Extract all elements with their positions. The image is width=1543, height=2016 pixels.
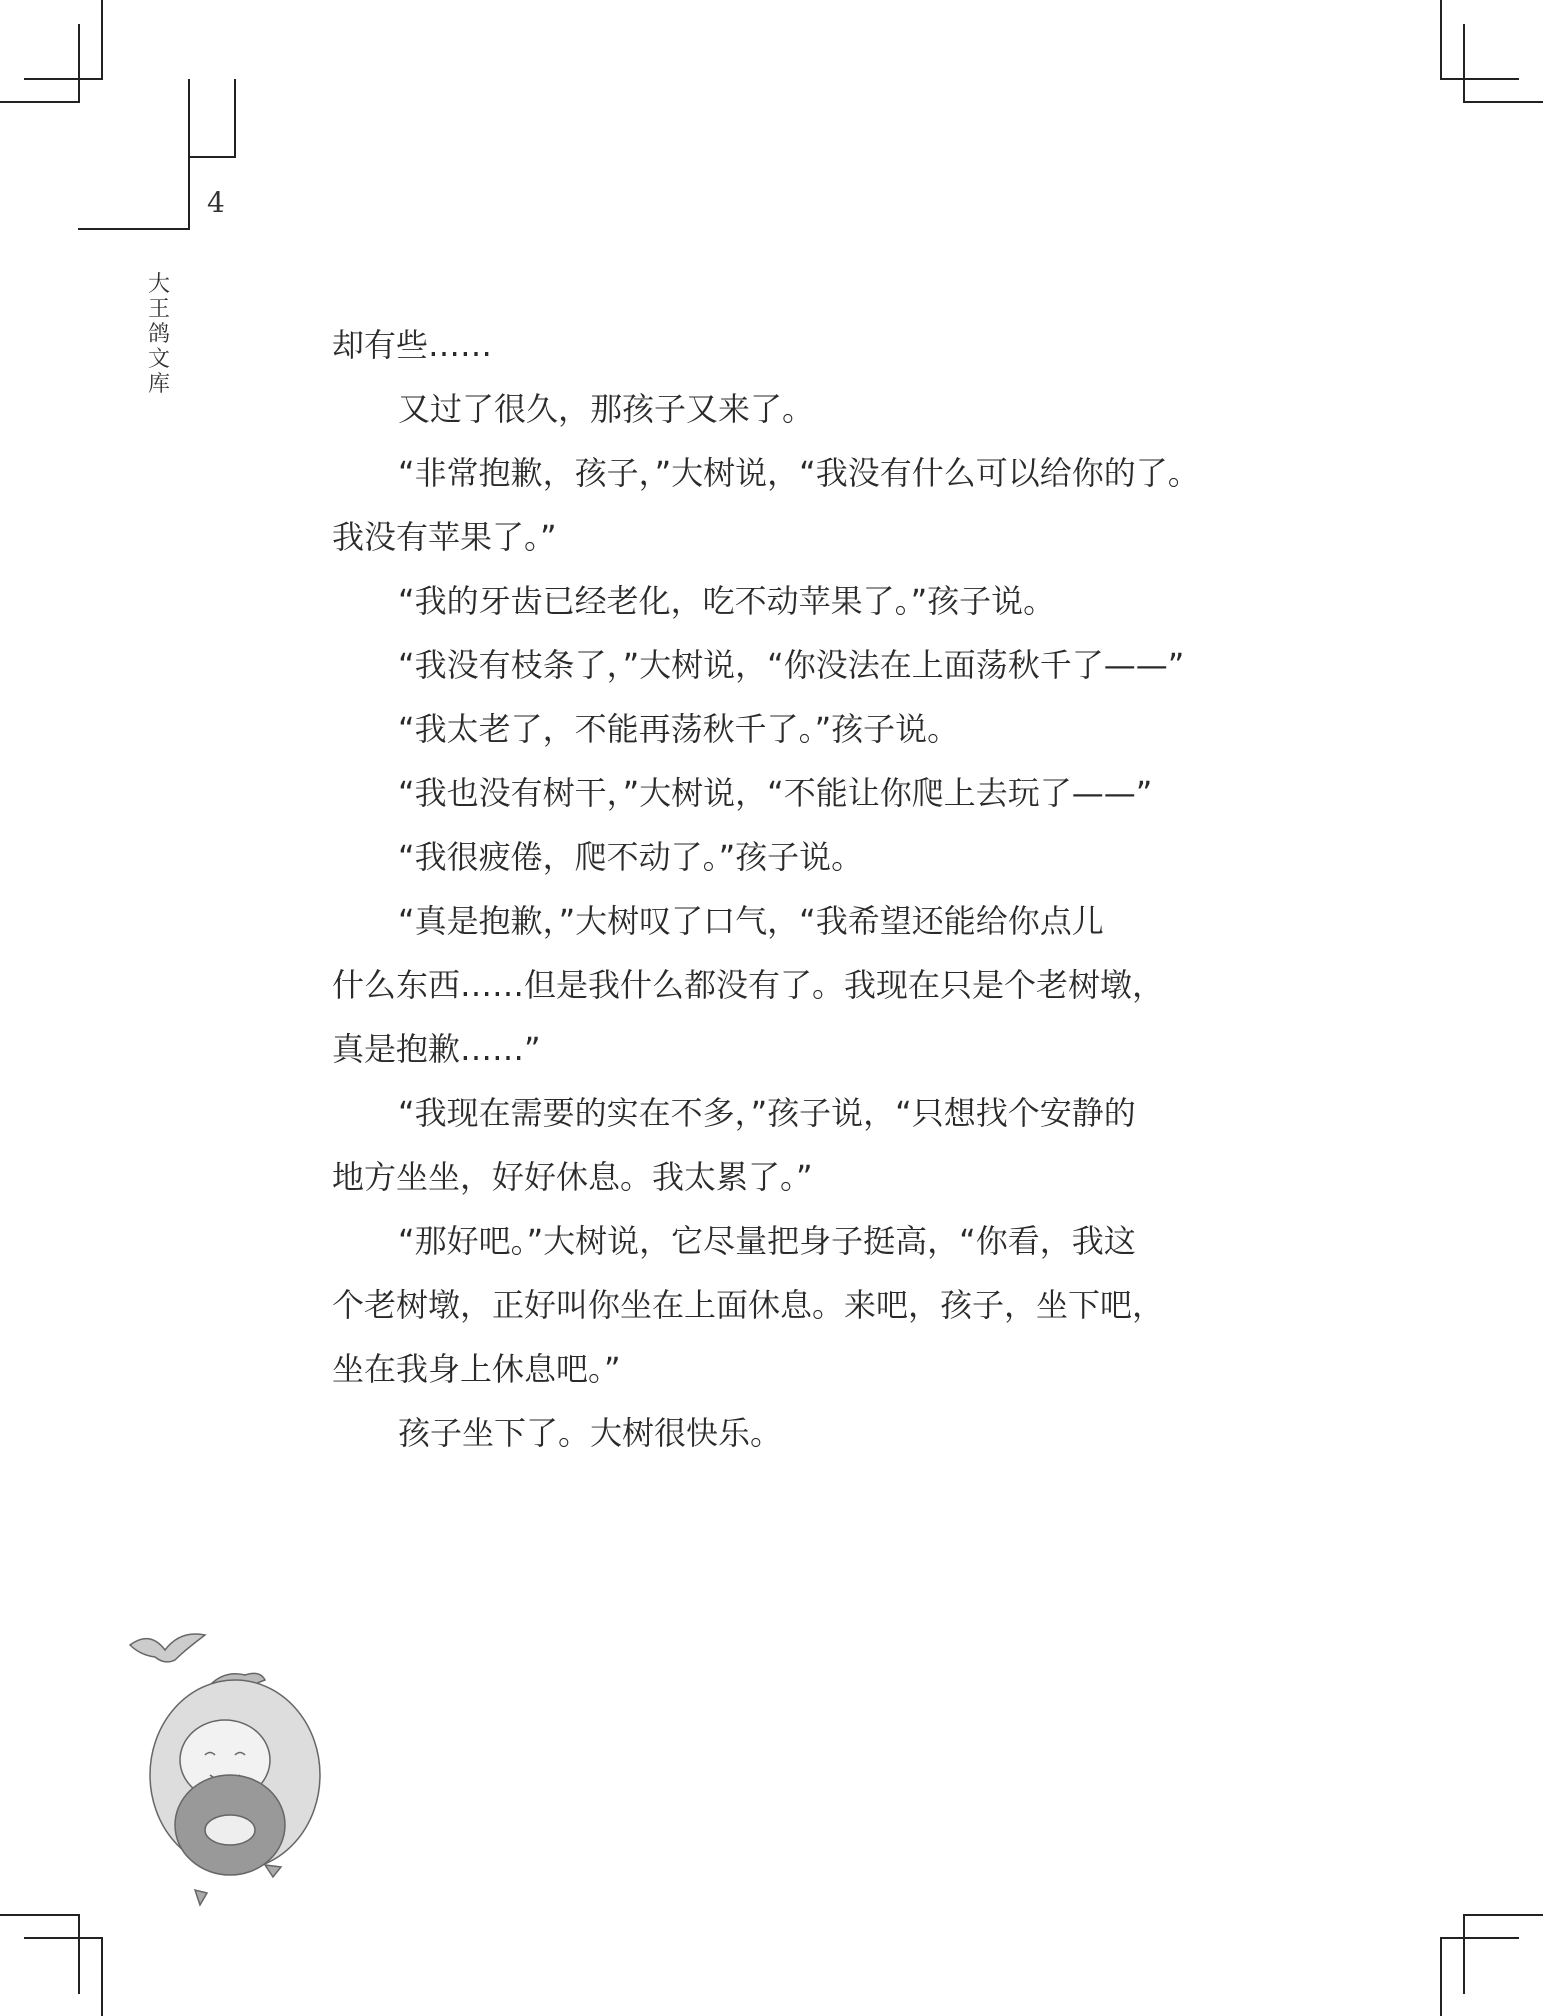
crop-mark [78, 24, 80, 103]
crop-mark [1440, 1937, 1442, 2016]
text-line: 坐在我身上休息吧。” [332, 1350, 621, 1388]
header-rule [78, 228, 190, 230]
crop-mark [1440, 1937, 1519, 1939]
crop-mark [24, 1937, 103, 1939]
header-rule [188, 156, 236, 158]
text-line: 却有些…… [332, 326, 493, 364]
body-text [332, 313, 1292, 1465]
text-line: 什么东西……但是我什么都没有了。我现在只是个老树墩， [332, 966, 1165, 1004]
text-line: 地方坐坐，好好休息。我太累了。” [332, 1158, 813, 1196]
text-line: “那好吧。”大树说，它尽量把身子挺高，“你看，我这 [398, 1222, 1136, 1260]
text-line: 我没有苹果了。” [332, 518, 557, 556]
text-line: “我现在需要的实在不多，”孩子说，“只想找个安静的 [398, 1094, 1136, 1132]
series-char: 大 [147, 272, 170, 297]
series-char: 库 [147, 372, 170, 397]
crop-mark [0, 101, 79, 103]
text-line: “我很疲倦，爬不动了。”孩子说。 [398, 838, 864, 876]
series-char: 鸽 [147, 322, 170, 347]
crop-mark [1440, 0, 1442, 79]
crop-mark [24, 78, 103, 80]
crop-mark [1463, 1914, 1543, 1916]
text-line: 孩子坐下了。大树很快乐。 [398, 1414, 783, 1452]
series-title [146, 272, 172, 397]
illustration-bearded-man-with-birds [125, 1625, 365, 1925]
bird-flying [130, 1634, 205, 1662]
crop-mark [101, 0, 103, 79]
text-line: “我太老了，不能再荡秋千了。”孩子说。 [398, 710, 960, 748]
text-line: “我也没有树干，”大树说，“不能让你爬上去玩了——” [398, 774, 1153, 812]
text-line: 个老树墩，正好叫你坐在上面休息。来吧，孩子，坐下吧， [332, 1286, 1165, 1324]
crop-mark [0, 1914, 79, 1916]
crop-mark [101, 1937, 103, 2016]
crop-mark [1463, 1914, 1465, 1994]
series-char: 文 [147, 347, 170, 372]
text-line: 又过了很久，那孩子又来了。 [398, 390, 815, 428]
crop-mark [78, 1914, 80, 1994]
text-line: “真是抱歉，”大树叹了口气，“我希望还能给你点儿 [398, 902, 1104, 940]
crop-mark [1440, 78, 1519, 80]
page-number: 4 [207, 186, 225, 219]
text-line: “我的牙齿已经老化，吃不动苹果了。”孩子说。 [398, 582, 1056, 620]
crop-mark [1463, 24, 1465, 103]
series-char: 王 [147, 297, 170, 322]
header-rule [188, 79, 190, 230]
text-line: 真是抱歉……” [332, 1030, 541, 1068]
text-line: “非常抱歉，孩子，”大树说，“我没有什么可以给你的了。 [398, 454, 1200, 492]
crop-mark [1463, 101, 1543, 103]
header-rule [234, 79, 236, 158]
text-line: “我没有枝条了，”大树说，“你没法在上面荡秋千了——” [398, 646, 1185, 684]
